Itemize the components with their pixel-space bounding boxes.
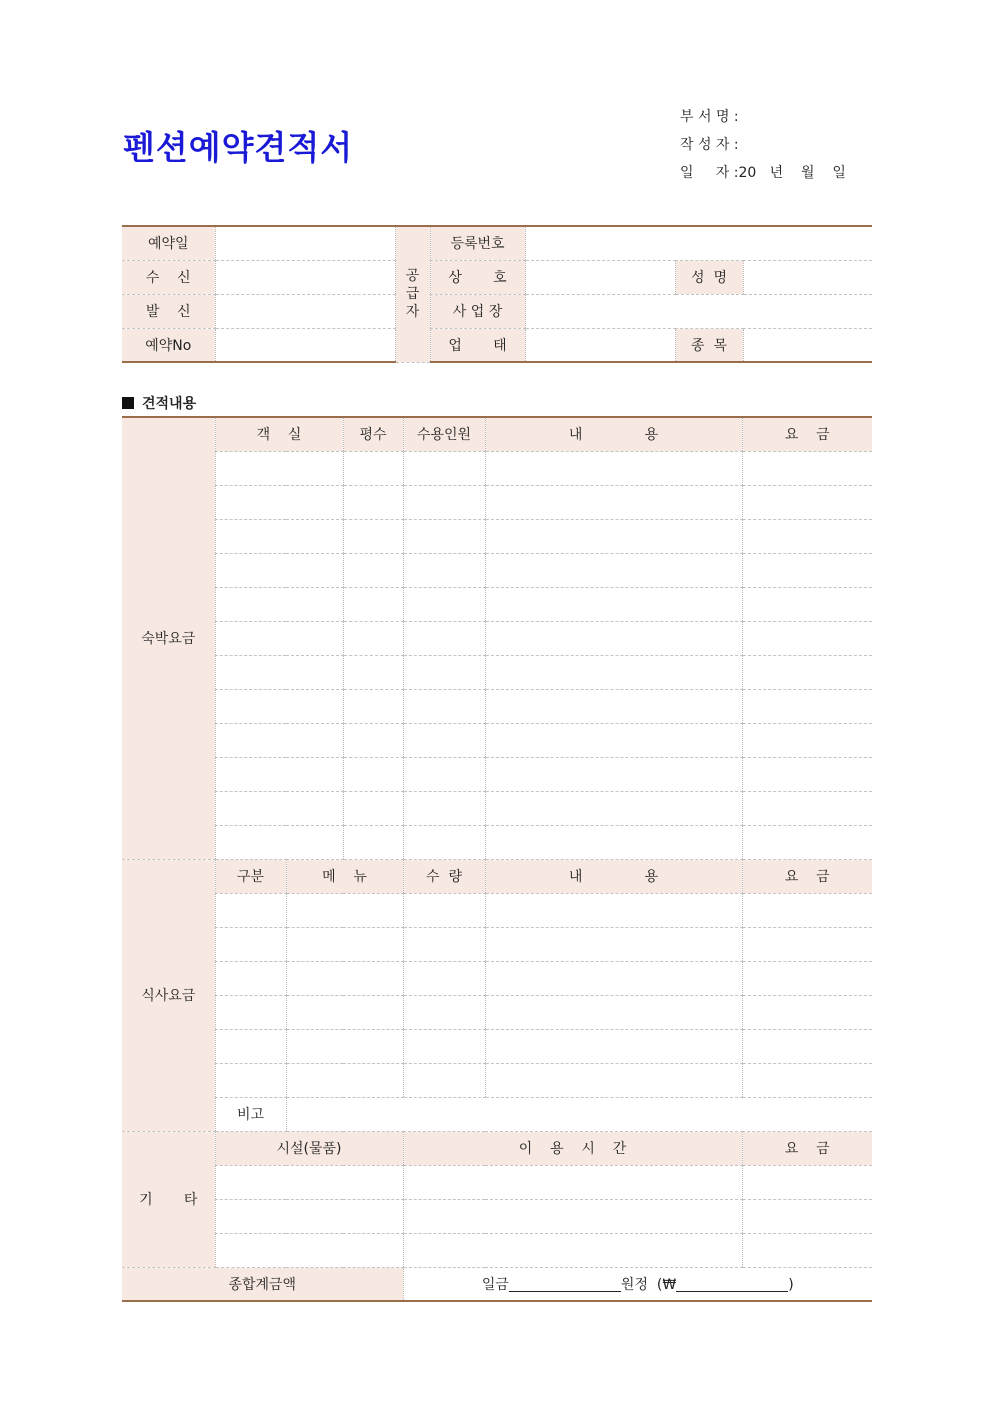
lodging-cell[interactable] xyxy=(215,553,343,587)
lodging-cell[interactable] xyxy=(742,451,872,485)
lodging-cell[interactable] xyxy=(742,485,872,519)
lodging-cell[interactable] xyxy=(485,825,742,859)
section-heading xyxy=(122,393,196,413)
lodging-cell[interactable] xyxy=(742,791,872,825)
total-amount-close: ) xyxy=(788,1276,794,1293)
meal-group-label: 식사요금 xyxy=(122,859,215,1131)
meal-cell[interactable] xyxy=(742,927,872,961)
lodging-cell[interactable] xyxy=(343,553,403,587)
lodging-row xyxy=(122,451,872,485)
meal-row xyxy=(122,1063,872,1097)
lodging-row xyxy=(122,723,872,757)
to-label: 수 신 xyxy=(122,260,215,294)
reg-no-label: 등록번호 xyxy=(430,226,525,260)
lodging-section xyxy=(122,417,872,859)
reserve-no-value[interactable] xyxy=(215,328,395,362)
lodging-row xyxy=(122,485,872,519)
date-label: 일 자 : xyxy=(680,165,739,181)
lodging-cell[interactable] xyxy=(742,519,872,553)
lodging-row xyxy=(122,553,872,587)
lodging-cell[interactable] xyxy=(485,485,742,519)
meal-cell[interactable] xyxy=(742,1063,872,1097)
lodging-cell[interactable] xyxy=(343,485,403,519)
lodging-cell[interactable] xyxy=(403,689,485,723)
meal-cell[interactable] xyxy=(215,1029,286,1063)
meal-note-row xyxy=(122,1097,872,1131)
lodging-cell[interactable] xyxy=(343,757,403,791)
meal-cell[interactable] xyxy=(485,927,742,961)
lodging-row xyxy=(122,757,872,791)
meal-cell[interactable] xyxy=(286,927,403,961)
lodging-cell[interactable] xyxy=(403,485,485,519)
meal-cell[interactable] xyxy=(286,961,403,995)
lodging-cell[interactable] xyxy=(343,825,403,859)
meal-col-content: 내 용 xyxy=(485,859,742,893)
item-label: 종 목 xyxy=(675,328,743,362)
year-label: 년 xyxy=(769,165,784,181)
estimate-table xyxy=(122,416,872,1302)
meal-cell[interactable] xyxy=(742,893,872,927)
meal-cell[interactable] xyxy=(215,927,286,961)
lodging-col-capacity: 수용인원 xyxy=(403,417,485,451)
lodging-row xyxy=(122,689,872,723)
company-value[interactable] xyxy=(525,260,675,294)
total-amount-number-field[interactable] xyxy=(676,1277,788,1292)
meal-cell[interactable] xyxy=(403,927,485,961)
lodging-cell[interactable] xyxy=(215,451,343,485)
lodging-cell[interactable] xyxy=(485,621,742,655)
lodging-row xyxy=(122,587,872,621)
lodging-cell[interactable] xyxy=(742,621,872,655)
lodging-row xyxy=(122,825,872,859)
meal-cell[interactable] xyxy=(485,1029,742,1063)
lodging-cell[interactable] xyxy=(403,655,485,689)
total-label: 종합계금액 xyxy=(122,1267,403,1301)
meal-cell[interactable] xyxy=(215,893,286,927)
meal-cell[interactable] xyxy=(215,995,286,1029)
meal-cell[interactable] xyxy=(742,1029,872,1063)
etc-cell[interactable] xyxy=(742,1233,872,1267)
meal-cell[interactable] xyxy=(215,1063,286,1097)
business-label: 업 태 xyxy=(430,328,525,362)
meal-cell[interactable] xyxy=(485,995,742,1029)
lodging-col-fee: 요 금 xyxy=(742,417,872,451)
month-label: 월 xyxy=(801,165,815,181)
lodging-cell[interactable] xyxy=(403,451,485,485)
lodging-cell[interactable] xyxy=(343,655,403,689)
etc-section xyxy=(122,1131,872,1267)
lodging-cell[interactable] xyxy=(215,689,343,723)
lodging-cell[interactable] xyxy=(343,587,403,621)
lodging-row xyxy=(122,655,872,689)
lodging-cell[interactable] xyxy=(742,553,872,587)
company-label: 상 호 xyxy=(430,260,525,294)
lodging-cell[interactable] xyxy=(343,791,403,825)
etc-col-time: 이 용 시 간 xyxy=(403,1131,742,1165)
etc-cell[interactable] xyxy=(742,1165,872,1199)
lodging-cell[interactable] xyxy=(403,791,485,825)
etc-row xyxy=(122,1199,872,1233)
address-label: 사 업 장 xyxy=(430,294,525,328)
from-label: 발 신 xyxy=(122,294,215,328)
etc-cell[interactable] xyxy=(403,1165,742,1199)
lodging-cell[interactable] xyxy=(215,757,343,791)
square-bullet-icon xyxy=(122,397,134,409)
date-year: 20 xyxy=(738,165,757,181)
name-value[interactable] xyxy=(743,260,872,294)
total-amount-korean-field[interactable] xyxy=(509,1277,621,1292)
day-label: 일 xyxy=(832,165,846,181)
lodging-cell[interactable] xyxy=(742,757,872,791)
lodging-cell[interactable] xyxy=(343,519,403,553)
etc-cell[interactable] xyxy=(403,1233,742,1267)
section-title: 견적내용 xyxy=(142,396,197,412)
lodging-cell[interactable] xyxy=(485,451,742,485)
meal-cell[interactable] xyxy=(403,893,485,927)
meal-cell[interactable] xyxy=(742,961,872,995)
meal-cell[interactable] xyxy=(403,995,485,1029)
meal-cell[interactable] xyxy=(485,893,742,927)
lodging-cell[interactable] xyxy=(742,655,872,689)
meal-cell[interactable] xyxy=(215,961,286,995)
lodging-cell[interactable] xyxy=(215,655,343,689)
etc-col-facility: 시설(물품) xyxy=(215,1131,403,1165)
meal-note-label: 비고 xyxy=(215,1097,286,1131)
lodging-cell[interactable] xyxy=(403,723,485,757)
lodging-cell[interactable] xyxy=(485,655,742,689)
lodging-cell[interactable] xyxy=(403,587,485,621)
lodging-cell[interactable] xyxy=(403,519,485,553)
lodging-cell[interactable] xyxy=(215,825,343,859)
etc-group-label: 기 타 xyxy=(122,1131,215,1267)
lodging-cell[interactable] xyxy=(403,825,485,859)
meal-cell[interactable] xyxy=(485,961,742,995)
lodging-cell[interactable] xyxy=(215,587,343,621)
lodging-cell[interactable] xyxy=(343,451,403,485)
document-title: 펜션예약견적서 xyxy=(123,128,354,167)
meal-cell[interactable] xyxy=(403,1029,485,1063)
address-value[interactable] xyxy=(525,294,872,328)
lodging-col-room: 객 실 xyxy=(215,417,343,451)
lodging-cell[interactable] xyxy=(343,723,403,757)
writer-label: 작 성 자 : xyxy=(680,137,739,153)
lodging-cell[interactable] xyxy=(485,519,742,553)
meal-row xyxy=(122,1029,872,1063)
lodging-cell[interactable] xyxy=(343,689,403,723)
reserve-date-value[interactable] xyxy=(215,226,395,260)
total-amount-suffix: 원정 (₩ xyxy=(620,1276,677,1293)
lodging-cell[interactable] xyxy=(485,791,742,825)
date-line xyxy=(680,162,880,182)
etc-row xyxy=(122,1233,872,1267)
lodging-row xyxy=(122,791,872,825)
etc-cell[interactable] xyxy=(215,1165,403,1199)
total-amount-line xyxy=(403,1267,872,1301)
etc-cell[interactable] xyxy=(403,1199,742,1233)
meal-cell[interactable] xyxy=(403,1063,485,1097)
meal-cell[interactable] xyxy=(742,995,872,1029)
supplier-label: 공 급 자 xyxy=(395,226,430,362)
meal-col-fee: 요 금 xyxy=(742,859,872,893)
lodging-group-label: 숙박요금 xyxy=(122,417,215,859)
meal-row xyxy=(122,927,872,961)
reg-no-value[interactable] xyxy=(525,226,872,260)
lodging-col-content: 내 용 xyxy=(485,417,742,451)
lodging-row xyxy=(122,621,872,655)
meal-section xyxy=(122,859,872,1131)
lodging-cell[interactable] xyxy=(215,485,343,519)
lodging-cell[interactable] xyxy=(742,825,872,859)
total-section xyxy=(122,1267,872,1301)
etc-cell[interactable] xyxy=(742,1199,872,1233)
lodging-cell[interactable] xyxy=(403,621,485,655)
lodging-cell[interactable] xyxy=(215,621,343,655)
meal-note-value[interactable] xyxy=(286,1097,872,1131)
from-value[interactable] xyxy=(215,294,395,328)
etc-row xyxy=(122,1165,872,1199)
etc-col-fee: 요 금 xyxy=(742,1131,872,1165)
lodging-cell[interactable] xyxy=(403,757,485,791)
meal-row xyxy=(122,893,872,927)
meal-cell[interactable] xyxy=(403,961,485,995)
lodging-cell[interactable] xyxy=(485,757,742,791)
lodging-cell[interactable] xyxy=(215,519,343,553)
lodging-cell[interactable] xyxy=(742,723,872,757)
meal-col-quantity: 수 량 xyxy=(403,859,485,893)
reserve-no-label: 예약No xyxy=(122,328,215,362)
lodging-cell[interactable] xyxy=(485,689,742,723)
total-amount-prefix: 일금 xyxy=(481,1276,509,1293)
to-value[interactable] xyxy=(215,260,395,294)
meal-col-menu: 메 뉴 xyxy=(286,859,403,893)
business-value[interactable] xyxy=(525,328,675,362)
meal-col-category: 구분 xyxy=(215,859,286,893)
info-table xyxy=(122,225,872,363)
item-value[interactable] xyxy=(743,328,872,362)
meal-cell[interactable] xyxy=(286,1029,403,1063)
lodging-cell[interactable] xyxy=(485,723,742,757)
etc-cell[interactable] xyxy=(215,1199,403,1233)
name-label: 성 명 xyxy=(675,260,743,294)
meal-cell[interactable] xyxy=(286,1063,403,1097)
lodging-cell[interactable] xyxy=(403,553,485,587)
meal-row xyxy=(122,961,872,995)
lodging-cell[interactable] xyxy=(485,587,742,621)
lodging-cell[interactable] xyxy=(215,791,343,825)
meal-row xyxy=(122,995,872,1029)
etc-cell[interactable] xyxy=(215,1233,403,1267)
lodging-cell[interactable] xyxy=(742,689,872,723)
dept-label: 부 서 명 : xyxy=(680,109,739,125)
lodging-cell[interactable] xyxy=(343,621,403,655)
lodging-cell[interactable] xyxy=(485,553,742,587)
lodging-cell[interactable] xyxy=(215,723,343,757)
meal-cell[interactable] xyxy=(286,893,403,927)
meal-cell[interactable] xyxy=(485,1063,742,1097)
lodging-cell[interactable] xyxy=(742,587,872,621)
meal-cell[interactable] xyxy=(286,995,403,1029)
lodging-col-area: 평수 xyxy=(343,417,403,451)
reserve-date-label: 예약일 xyxy=(122,226,215,260)
lodging-row xyxy=(122,519,872,553)
